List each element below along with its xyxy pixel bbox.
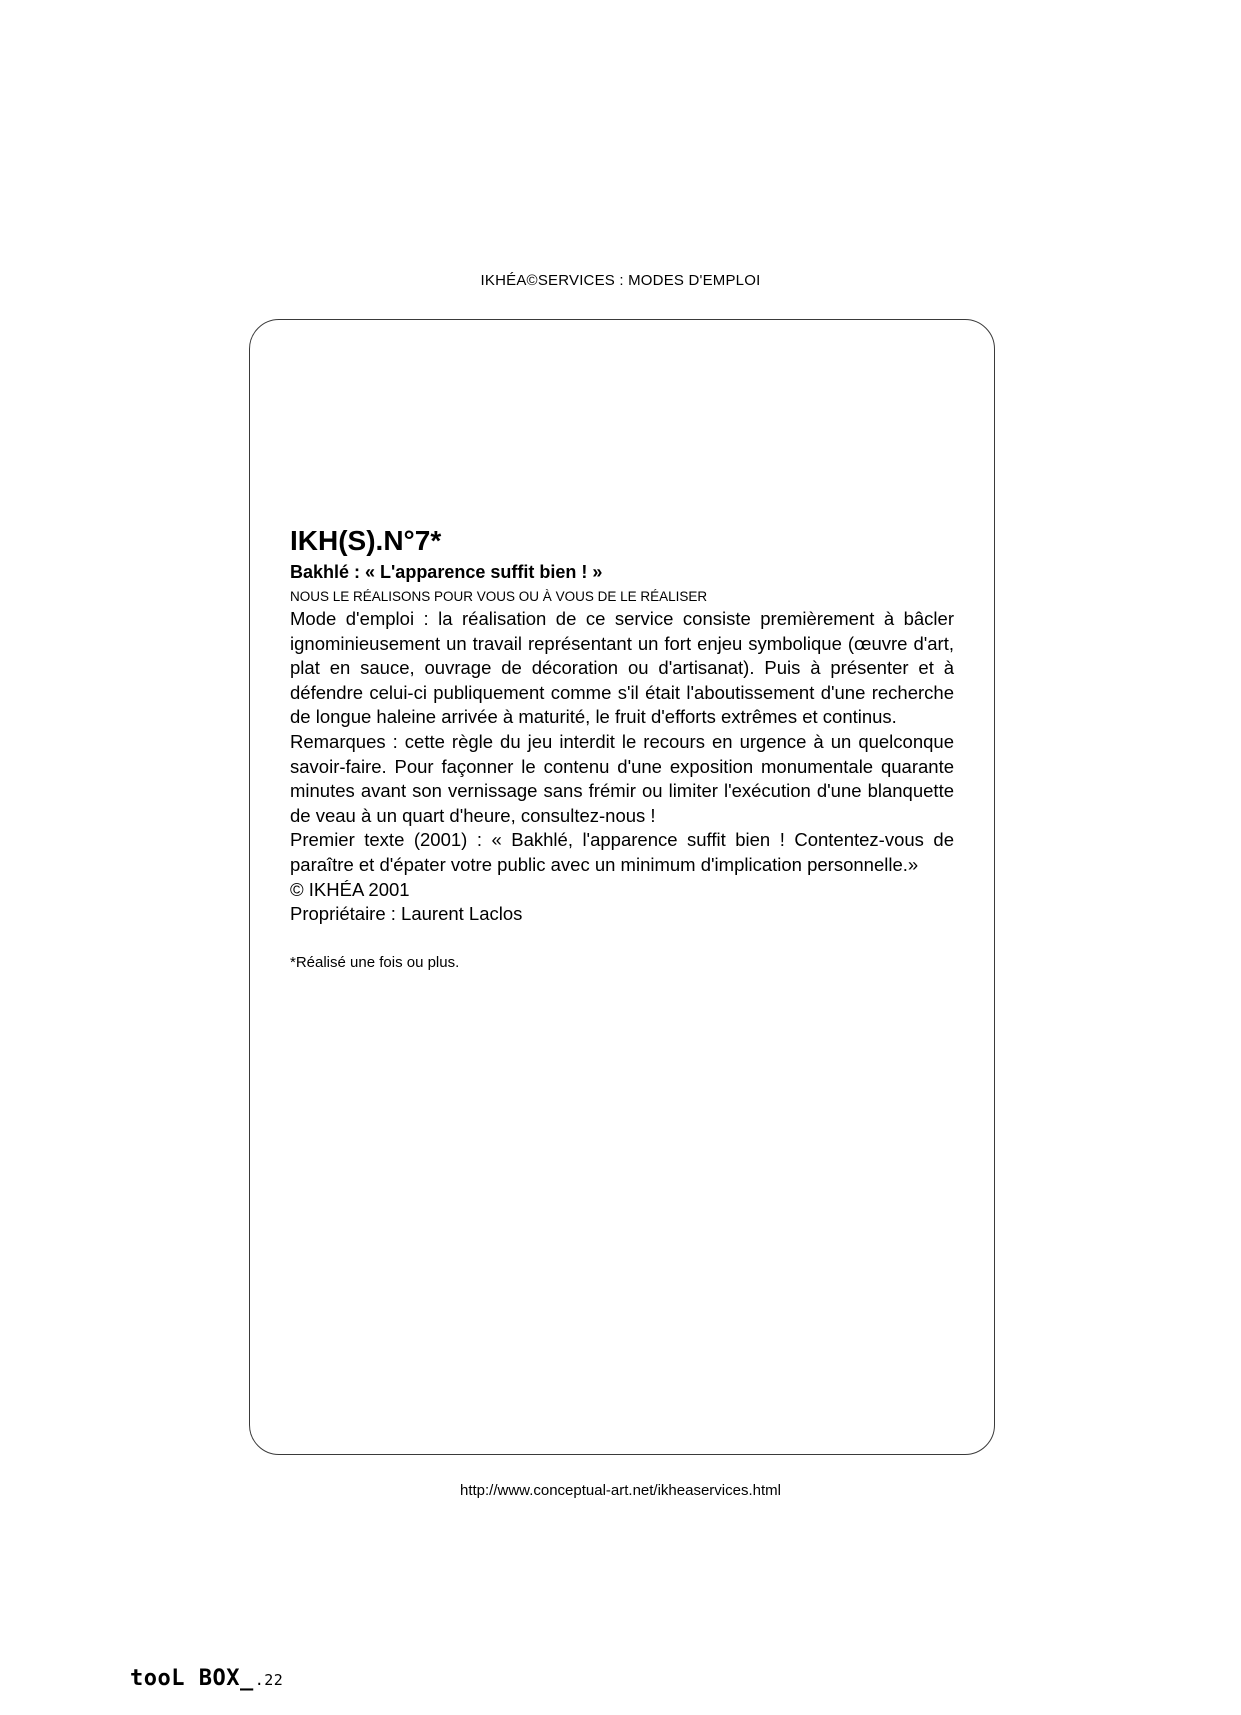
footnote: *Réalisé une fois ou plus. bbox=[290, 953, 460, 971]
toolbox-label: tooL BOX_ bbox=[130, 1666, 254, 1691]
premier-texte-paragraph: Premier texte (2001) : « Bakhlé, l'apparence suffit bien ! Contentez-vous de paraître et d'épater votre public avec un minimum d'implication personnelle.» bbox=[290, 829, 954, 875]
source-url[interactable]: http://www.conceptual-art.net/ikheaservices.html bbox=[460, 1482, 781, 1499]
proprietaire-line: Propriétaire : Laurent Laclos bbox=[290, 903, 523, 925]
copyright-line: © IKHÉA 2001 bbox=[290, 878, 410, 900]
card-content bbox=[290, 522, 954, 973]
remarques-paragraph: Remarques : cette règle du jeu interdit le recours en urgence à un quelconque savoir-faire. Pour façonner le contenu d'une exposition monumentale quarante minutes avant son vernissage sans frémir ou limiter l'exécution d'une blanquette de veau à un quart d'heure, consultez-nous ! bbox=[290, 730, 954, 826]
service-subtitle: Bakhlé : « L'apparence suffit bien ! » bbox=[290, 562, 603, 582]
page-number: .22 bbox=[254, 1671, 284, 1689]
mode-emploi-paragraph: Mode d'emploi : la réalisation de ce service consiste premièrement à bâcler ignominieusement un travail représentant un fort enjeu symbolique (œuvre d'art, plat en sauce, ouvrage de décoration ou d'artisanat). Puis à présenter et à défendre celui-ci publiquement comme s'il était l'aboutissement d'une recherche de longue haleine arrivée à maturité, le fruit d'efforts extrêmes et continus. bbox=[290, 608, 954, 728]
service-title: IKH(S).N°7* bbox=[290, 525, 442, 556]
toolbox-footer bbox=[130, 1666, 283, 1691]
service-tagline: NOUS LE RÉALISONS POUR VOUS OU À VOUS DE LE RÉALISER bbox=[290, 589, 708, 604]
running-header: IKHÉA©SERVICES : MODES D'EMPLOI bbox=[480, 272, 761, 289]
